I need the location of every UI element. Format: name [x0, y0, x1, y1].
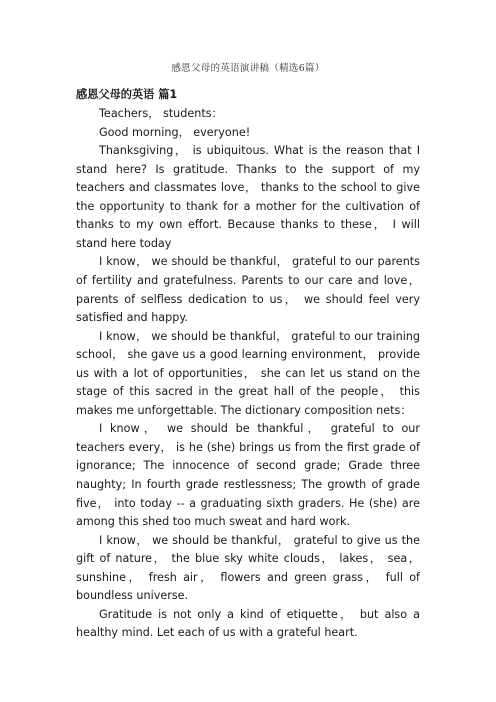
paragraph-parents: I know， we should be thankful， grateful to our parents of fertility and gratefulness. Parents to our care and love， parents of selfless dedication to us， we should feel very satisfied and happy.	[76, 255, 420, 325]
paragraph-salutation: Teachers， students：	[99, 107, 223, 121]
document-header-title: 感恩父母的英语演讲稿（精选6篇）	[171, 63, 325, 74]
paragraph-gratitude: Gratitude is not only a kind of etiquette， but also a healthy mind. Let each of us with a grateful heart.	[76, 607, 420, 640]
paragraph-teachers: I know， we should be thankful， grateful to our teachers every， is he (she) brings us from the first grade of ignorance; The innocence of second grade; Grade three naughty; In fourth grade restlessness; The growth of grade five， into today -- a graduating sixth graders. He (she) are among this shed too much sweat and hard work.	[76, 422, 420, 529]
paragraph-school: I know， we should be thankful， grateful to our training school， she gave us a good learning environment， provide us with a lot of opportunities， she can let us stand on the stage of this sacred in the great hall of the people， this makes me unforgettable. The dictionary composition nets：	[76, 329, 420, 417]
paragraph-greeting: Good morning， everyone!	[99, 125, 251, 139]
paragraph-nature: I know， we should be thankful， grateful to give us the gift of nature， the blue sky white clouds， lakes， sea， sunshine， fresh air， flowers and green grass， full of boundless universe.	[76, 533, 420, 603]
document-body	[76, 86, 420, 643]
paragraph-thanksgiving: Thanksgiving， is ubiquitous. What is the reason that I stand here? Is gratitude. Thanks to the support of my teachers and classmates love， thanks to the school to give the opportunity to thank for a mother for the cultivation of thanks to my own effort. Because thanks to these， I will stand here today	[76, 144, 420, 250]
section-title: 感恩父母的英语 篇1	[76, 88, 178, 101]
